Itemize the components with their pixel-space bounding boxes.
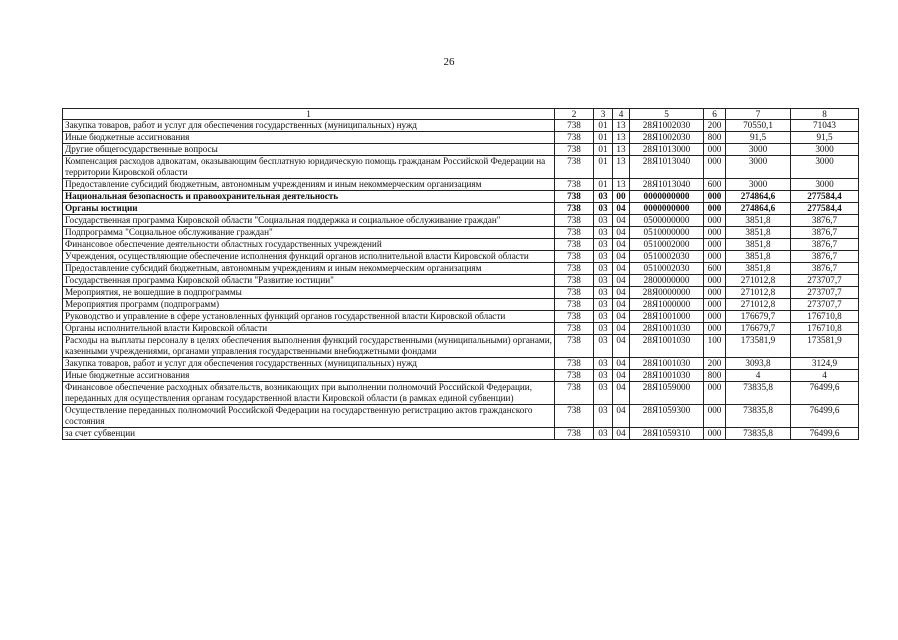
table-row — [63, 287, 859, 299]
row-name-cell: Руководство и управление в сфере установленных функций органов государственной власти Кировской области — [63, 311, 555, 323]
amount-year2-cell: 176710,8 — [791, 311, 859, 323]
section-cell: 03 — [594, 239, 613, 251]
amount-year2-cell: 277584,4 — [791, 191, 859, 203]
section-cell: 03 — [594, 428, 613, 440]
amount-year2-cell: 76499,6 — [791, 405, 859, 428]
section-cell: 01 — [594, 156, 613, 179]
admin-code-cell: 738 — [555, 227, 594, 239]
column-header: 7 — [726, 109, 791, 120]
amount-year2-cell: 3876,7 — [791, 227, 859, 239]
section-cell: 03 — [594, 323, 613, 335]
amount-year1-cell: 176679,7 — [726, 311, 791, 323]
amount-year2-cell: 273707,7 — [791, 299, 859, 311]
amount-year1-cell: 271012,8 — [726, 299, 791, 311]
section-cell: 03 — [594, 191, 613, 203]
subsection-cell: 04 — [613, 370, 630, 382]
subsection-cell: 04 — [613, 335, 630, 358]
table-row — [63, 299, 859, 311]
section-cell: 03 — [594, 382, 613, 405]
table-row — [63, 323, 859, 335]
expense-type-cell: 100 — [704, 335, 726, 358]
target-article-cell: 0510000000 — [630, 227, 704, 239]
target-article-cell: 28Я1002030 — [630, 132, 704, 144]
column-header: 4 — [613, 109, 630, 120]
table-row — [63, 263, 859, 275]
table-row — [63, 405, 859, 428]
section-cell: 03 — [594, 370, 613, 382]
amount-year1-cell: 3851,8 — [726, 251, 791, 263]
admin-code-cell: 738 — [555, 428, 594, 440]
admin-code-cell: 738 — [555, 382, 594, 405]
expense-type-cell: 000 — [704, 144, 726, 156]
row-name-cell: Предоставление субсидий бюджетным, автономным учреждениям и иным некоммерческим организациям — [63, 179, 555, 191]
section-cell: 03 — [594, 287, 613, 299]
section-cell: 03 — [594, 299, 613, 311]
admin-code-cell: 738 — [555, 311, 594, 323]
subsection-cell: 04 — [613, 287, 630, 299]
row-name-cell: Мероприятия, не вошедшие в подпрограммы — [63, 287, 555, 299]
table-row — [63, 358, 859, 370]
amount-year2-cell: 71043 — [791, 120, 859, 132]
row-name-cell: Предоставление субсидий бюджетным, автономным учреждениям и иным некоммерческим организациям — [63, 263, 555, 275]
table-row — [63, 335, 859, 358]
subsection-cell: 04 — [613, 382, 630, 405]
target-article-cell: 28Я1013040 — [630, 179, 704, 191]
table-row — [63, 156, 859, 179]
amount-year2-cell: 3876,7 — [791, 239, 859, 251]
expense-type-cell: 000 — [704, 287, 726, 299]
expense-type-cell: 000 — [704, 215, 726, 227]
amount-year1-cell: 91,5 — [726, 132, 791, 144]
admin-code-cell: 738 — [555, 251, 594, 263]
section-cell: 03 — [594, 275, 613, 287]
target-article-cell: 28Я1001030 — [630, 370, 704, 382]
amount-year2-cell: 76499,6 — [791, 428, 859, 440]
target-article-cell: 28Я1013040 — [630, 156, 704, 179]
column-header: 8 — [791, 109, 859, 120]
amount-year1-cell: 3000 — [726, 144, 791, 156]
section-cell: 03 — [594, 335, 613, 358]
row-name-cell: Национальная безопасность и правоохранительная деятельность — [63, 191, 555, 203]
row-name-cell: Закупка товаров, работ и услуг для обеспечения государственных (муниципальных) нужд — [63, 358, 555, 370]
admin-code-cell: 738 — [555, 239, 594, 251]
subsection-cell: 04 — [613, 239, 630, 251]
expense-type-cell: 000 — [704, 156, 726, 179]
target-article-cell: 28Я1000000 — [630, 299, 704, 311]
expense-type-cell: 000 — [704, 275, 726, 287]
subsection-cell: 13 — [613, 132, 630, 144]
amount-year1-cell: 3000 — [726, 179, 791, 191]
amount-year2-cell: 173581,9 — [791, 335, 859, 358]
subsection-cell: 04 — [613, 203, 630, 215]
expense-type-cell: 800 — [704, 132, 726, 144]
row-name-cell: Учреждения, осуществляющие обеспечение исполнения функций органов исполнительной власти Кировской области — [63, 251, 555, 263]
table-row — [63, 311, 859, 323]
admin-code-cell: 738 — [555, 275, 594, 287]
section-cell: 03 — [594, 251, 613, 263]
page-number: 26 — [443, 56, 455, 68]
subsection-cell: 13 — [613, 179, 630, 191]
target-article-cell: 0000000000 — [630, 203, 704, 215]
subsection-cell: 04 — [613, 227, 630, 239]
section-cell: 03 — [594, 311, 613, 323]
admin-code-cell: 738 — [555, 179, 594, 191]
admin-code-cell: 738 — [555, 323, 594, 335]
amount-year2-cell: 273707,7 — [791, 275, 859, 287]
column-header: 6 — [704, 109, 726, 120]
expense-type-cell: 000 — [704, 227, 726, 239]
amount-year2-cell: 4 — [791, 370, 859, 382]
table-row — [63, 144, 859, 156]
amount-year2-cell: 91,5 — [791, 132, 859, 144]
amount-year1-cell: 3000 — [726, 156, 791, 179]
subsection-cell: 04 — [613, 311, 630, 323]
section-cell: 03 — [594, 227, 613, 239]
table-row — [63, 251, 859, 263]
expense-type-cell: 000 — [704, 251, 726, 263]
column-header: 1 — [63, 109, 555, 120]
amount-year2-cell: 3124,9 — [791, 358, 859, 370]
admin-code-cell: 738 — [555, 203, 594, 215]
section-cell: 03 — [594, 263, 613, 275]
table-row — [63, 239, 859, 251]
amount-year1-cell: 3851,8 — [726, 215, 791, 227]
table-row — [63, 132, 859, 144]
target-article-cell: 28Я1002030 — [630, 120, 704, 132]
subsection-cell: 13 — [613, 144, 630, 156]
expense-type-cell: 800 — [704, 370, 726, 382]
expense-type-cell: 000 — [704, 428, 726, 440]
subsection-cell: 04 — [613, 251, 630, 263]
amount-year1-cell: 274864,6 — [726, 191, 791, 203]
row-name-cell: Государственная программа Кировской области "Социальная поддержка и социальное обслуживание граждан" — [63, 215, 555, 227]
row-name-cell: Компенсация расходов адвокатам, оказывающим бесплатную юридическую помощь гражданам Российской Федерации на территории Кировской области — [63, 156, 555, 179]
table-row — [63, 215, 859, 227]
row-name-cell: Органы юстиции — [63, 203, 555, 215]
budget-table — [62, 108, 859, 440]
admin-code-cell: 738 — [555, 191, 594, 203]
target-article-cell: 28Я1001000 — [630, 311, 704, 323]
row-name-cell: Осуществление переданных полномочий Российской Федерации на государственную регистрацию актов гражданского состояния — [63, 405, 555, 428]
amount-year2-cell: 3000 — [791, 144, 859, 156]
target-article-cell: 2800000000 — [630, 275, 704, 287]
column-header: 2 — [555, 109, 594, 120]
amount-year1-cell: 271012,8 — [726, 275, 791, 287]
amount-year2-cell: 176710,8 — [791, 323, 859, 335]
expense-type-cell: 000 — [704, 203, 726, 215]
subsection-cell: 04 — [613, 405, 630, 428]
target-article-cell: 0510002030 — [630, 263, 704, 275]
expense-type-cell: 000 — [704, 299, 726, 311]
amount-year1-cell: 3851,8 — [726, 239, 791, 251]
amount-year2-cell: 3000 — [791, 179, 859, 191]
admin-code-cell: 738 — [555, 215, 594, 227]
column-header: 5 — [630, 109, 704, 120]
amount-year1-cell: 4 — [726, 370, 791, 382]
target-article-cell: 0510002030 — [630, 251, 704, 263]
subsection-cell: 13 — [613, 156, 630, 179]
target-article-cell: 28Я1001030 — [630, 323, 704, 335]
expense-type-cell: 000 — [704, 382, 726, 405]
amount-year1-cell: 173581,9 — [726, 335, 791, 358]
column-header: 3 — [594, 109, 613, 120]
amount-year1-cell: 73835,8 — [726, 382, 791, 405]
subsection-cell: 04 — [613, 275, 630, 287]
table-row — [63, 382, 859, 405]
subsection-cell: 04 — [613, 263, 630, 275]
amount-year1-cell: 73835,8 — [726, 405, 791, 428]
amount-year2-cell: 277584,4 — [791, 203, 859, 215]
row-name-cell: Подпрограмма "Социальное обслуживание граждан" — [63, 227, 555, 239]
amount-year1-cell: 3851,8 — [726, 263, 791, 275]
amount-year1-cell: 176679,7 — [726, 323, 791, 335]
row-name-cell: Финансовое обеспечение деятельности областных государственных учреждений — [63, 239, 555, 251]
target-article-cell: 28Я1013000 — [630, 144, 704, 156]
amount-year1-cell: 274864,6 — [726, 203, 791, 215]
expense-type-cell: 000 — [704, 239, 726, 251]
target-article-cell: 28Я1059300 — [630, 405, 704, 428]
amount-year1-cell: 3851,8 — [726, 227, 791, 239]
expense-type-cell: 200 — [704, 358, 726, 370]
subsection-cell: 04 — [613, 323, 630, 335]
table-row — [63, 203, 859, 215]
target-article-cell: 28Я1001030 — [630, 335, 704, 358]
section-cell: 03 — [594, 405, 613, 428]
target-article-cell: 0500000000 — [630, 215, 704, 227]
row-name-cell: Государственная программа Кировской области "Развитие юстиции" — [63, 275, 555, 287]
subsection-cell: 04 — [613, 428, 630, 440]
row-name-cell: Финансовое обеспечение расходных обязательств, возникающих при выполнении полномочий Российской Федерации, переданных для осуществления органам государственной власти Кировской области (в рамках единой субвенции) — [63, 382, 555, 405]
amount-year2-cell: 3876,7 — [791, 215, 859, 227]
section-cell: 03 — [594, 358, 613, 370]
subsection-cell: 04 — [613, 215, 630, 227]
expense-type-cell: 200 — [704, 120, 726, 132]
row-name-cell: Мероприятия программ (подпрограмм) — [63, 299, 555, 311]
section-cell: 01 — [594, 132, 613, 144]
row-name-cell: Иные бюджетные ассигнования — [63, 132, 555, 144]
subsection-cell: 04 — [613, 299, 630, 311]
table-row — [63, 227, 859, 239]
section-cell: 03 — [594, 203, 613, 215]
amount-year1-cell: 3093,8 — [726, 358, 791, 370]
target-article-cell: 28Я0000000 — [630, 287, 704, 299]
row-name-cell: Расходы на выплаты персоналу в целях обеспечения выполнения функций государственными (муниципальными) органами, казенными учреждениями, органами управления государственными внебюджетными фондами — [63, 335, 555, 358]
section-cell: 01 — [594, 179, 613, 191]
expense-type-cell: 000 — [704, 311, 726, 323]
table-row — [63, 120, 859, 132]
admin-code-cell: 738 — [555, 287, 594, 299]
admin-code-cell: 738 — [555, 405, 594, 428]
amount-year1-cell: 70550,1 — [726, 120, 791, 132]
table-row — [63, 428, 859, 440]
amount-year1-cell: 271012,8 — [726, 287, 791, 299]
subsection-cell: 13 — [613, 120, 630, 132]
expense-type-cell: 000 — [704, 323, 726, 335]
table-row — [63, 275, 859, 287]
amount-year1-cell: 73835,8 — [726, 428, 791, 440]
section-cell: 01 — [594, 120, 613, 132]
subsection-cell: 04 — [613, 358, 630, 370]
expense-type-cell: 000 — [704, 191, 726, 203]
admin-code-cell: 738 — [555, 335, 594, 358]
target-article-cell: 0000000000 — [630, 191, 704, 203]
target-article-cell: 28Я1001030 — [630, 358, 704, 370]
table-row — [63, 179, 859, 191]
expense-type-cell: 600 — [704, 179, 726, 191]
amount-year2-cell: 3876,7 — [791, 263, 859, 275]
expense-type-cell: 000 — [704, 405, 726, 428]
admin-code-cell: 738 — [555, 156, 594, 179]
admin-code-cell: 738 — [555, 120, 594, 132]
row-name-cell: Иные бюджетные ассигнования — [63, 370, 555, 382]
section-cell: 03 — [594, 215, 613, 227]
admin-code-cell: 738 — [555, 132, 594, 144]
row-name-cell: за счет субвенции — [63, 428, 555, 440]
target-article-cell: 0510002000 — [630, 239, 704, 251]
header-row — [63, 109, 859, 120]
amount-year2-cell: 3876,7 — [791, 251, 859, 263]
amount-year2-cell: 76499,6 — [791, 382, 859, 405]
target-article-cell: 28Я1059310 — [630, 428, 704, 440]
row-name-cell: Закупка товаров, работ и услуг для обеспечения государственных (муниципальных) нужд — [63, 120, 555, 132]
table-row — [63, 370, 859, 382]
table-row — [63, 191, 859, 203]
section-cell: 01 — [594, 144, 613, 156]
admin-code-cell: 738 — [555, 299, 594, 311]
expense-type-cell: 600 — [704, 263, 726, 275]
subsection-cell: 00 — [613, 191, 630, 203]
amount-year2-cell: 273707,7 — [791, 287, 859, 299]
target-article-cell: 28Я1059000 — [630, 382, 704, 405]
admin-code-cell: 738 — [555, 144, 594, 156]
row-name-cell: Другие общегосударственные вопросы — [63, 144, 555, 156]
admin-code-cell: 738 — [555, 358, 594, 370]
admin-code-cell: 738 — [555, 263, 594, 275]
amount-year2-cell: 3000 — [791, 156, 859, 179]
row-name-cell: Органы исполнительной власти Кировской области — [63, 323, 555, 335]
admin-code-cell: 738 — [555, 370, 594, 382]
